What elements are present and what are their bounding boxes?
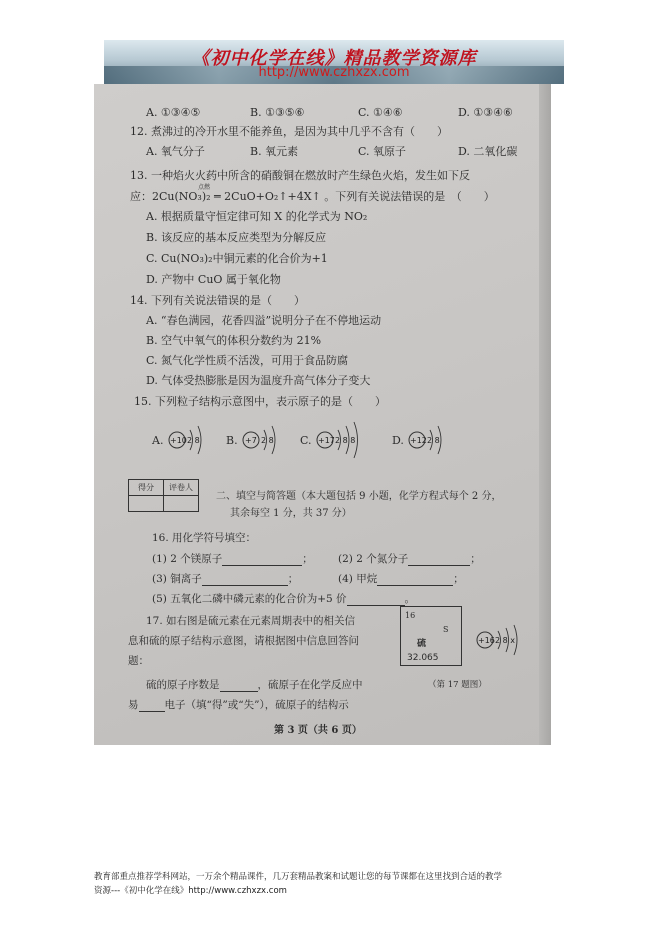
exam-page-photo [94, 84, 551, 745]
q13-option-a: A. 根据质量守恒定律可知 X 的化学式为 NO₂ [146, 210, 368, 223]
q17-line3: 题： [128, 655, 149, 667]
q16-part2-label: (2) 2 个氮分子 [338, 553, 409, 565]
q17-line1: 17. 如右图是硫元素在元素周期表中的相关信 [146, 615, 356, 627]
q15-stem: 15. 下列粒子结构示意图中，表示原子的是（ ） [134, 395, 386, 408]
q15-atom-c-shells: 2 8 8 [335, 436, 356, 445]
q15-option-b-letter: B. [226, 434, 238, 447]
q16-part1: (1) 2 个镁原子 ； [152, 553, 313, 565]
q16-part4-blank [377, 585, 453, 586]
q13-stem: 13. 一种焰火火药中所含的硝酸铜在燃放时产生绿色火焰，发生如下反 [130, 169, 470, 182]
q16-part4-label: (4) 甲烷 [338, 573, 378, 585]
q17-line5-tail: 电子（填“得”或“失”），硫原子的结构示 [164, 699, 349, 711]
footer [94, 870, 594, 898]
score-cell [129, 496, 164, 512]
q14-option-c: C. 氮气化学性质不活泼，可用于食品防腐 [146, 354, 349, 367]
q14-stem: 14. 下列有关说法错误的是（ ） [130, 294, 305, 307]
page-number: 第 3 页（共 6 页） [274, 725, 362, 736]
q15-atom-b [240, 420, 296, 460]
grader-cell [164, 496, 199, 512]
q16-part5-blank [347, 605, 405, 606]
q16-part2: (2) 2 个氮分子 ； [338, 553, 481, 565]
q16-part4: (4) 甲烷 ； [338, 573, 464, 585]
q17-line4 [146, 678, 363, 692]
q15-atom-c [314, 418, 380, 462]
banner-url-link[interactable]: http://www.czhxzx.com [258, 65, 410, 80]
q16-part2-blank [408, 565, 470, 566]
sulfur-element-card [400, 606, 462, 666]
q16-part3: (3) 铜离子 ； [152, 573, 299, 585]
q11-option-a: A. ①③④⑤ [146, 106, 201, 119]
q11-option-b: B. ①③⑤⑥ [250, 106, 305, 119]
q14-option-b: B. 空气中氧气的体积分数约为 21% [146, 334, 322, 347]
q14-option-a: A. “春色满园，花香四溢”说明分子在不停地运动 [146, 314, 382, 327]
q14-option-d: D. 气体受热膨胀是因为温度升高气体分子变大 [146, 374, 371, 387]
q11-option-d: D. ①③④⑥ [458, 106, 513, 119]
q13-option-c: C. Cu(NO₃)₂中铜元素的化合价为+1 [146, 252, 328, 265]
q16-part3-label: (3) 铜离子 [152, 573, 202, 585]
q15-atom-d [406, 420, 462, 460]
q17-line4-label: 硫的原子序数是 [146, 679, 220, 691]
q16-part1-blank [222, 565, 302, 566]
element-name: 硫 [417, 639, 427, 649]
section2-title: 二、填空与简答题（本大题包括 9 小题，化学方程式每个 2 分， [216, 491, 502, 502]
q12-option-b: B. 氧元素 [250, 145, 299, 158]
q15-atom-d-shells: 2 8 [427, 436, 440, 445]
q13-option-d: D. 产物中 CuO 属于氧化物 [146, 273, 281, 286]
score-table [128, 479, 199, 512]
grader-header: 评卷人 [164, 480, 199, 496]
q15-option-d-letter: D. [392, 434, 404, 447]
q12-option-a: A. 氧气分子 [146, 145, 205, 158]
q15-atom-a [166, 420, 222, 460]
footer-line1: 教育部重点推荐学科网站，一万余个精品课件，几万套精品教案和试题让您的每节课都在这里找到合适的教学 [94, 872, 503, 882]
q15-option-c-letter: C. [300, 434, 312, 447]
q12-stem: 12. 煮沸过的冷开水里不能养鱼，是因为其中几乎不含有（ ） [130, 125, 448, 138]
score-header: 得分 [129, 480, 164, 496]
q15-atom-c-nucleus: +17 [318, 436, 335, 445]
q13-reaction-condition: 点燃 [198, 184, 211, 191]
element-symbol: S [443, 625, 449, 634]
q15-atom-a-shells: 2 8 [187, 436, 200, 445]
page-shadow-edge [539, 84, 551, 745]
sulfur-atom-diagram [474, 622, 540, 658]
q13-option-b: B. 该反应的基本反应类型为分解反应 [146, 231, 327, 244]
q17-atomic-number-blank [220, 691, 258, 692]
q17-line5 [128, 698, 349, 712]
q16-part1-label: (1) 2 个镁原子 [152, 553, 223, 565]
q15-atom-a-nucleus: +10 [170, 436, 187, 445]
q15-atom-b-shells: 2 8 [261, 436, 274, 445]
header-banner [104, 40, 564, 84]
element-atomic-mass: 32.065 [407, 653, 439, 663]
q17-figure-caption: （第 17 题图） [428, 680, 487, 690]
q12-option-c: C. 氧原子 [358, 145, 407, 158]
footer-line2: 资源---《初中化学在线》http://www.czhxzx.com [94, 886, 287, 896]
element-atomic-number: 16 [405, 611, 416, 620]
q16-part3-blank [202, 585, 288, 586]
q15-option-a-letter: A. [152, 434, 164, 447]
q16-part5-label: (5) 五氧化二磷中磷元素的化合价为+5 价 [152, 593, 347, 605]
q17-line4-tail: ，硫原子在化学反应中 [257, 679, 363, 691]
q16-stem: 16. 用化学符号填空： [152, 532, 257, 544]
q17-line2: 息和硫的原子结构示意图，请根据图中信息回答问 [128, 635, 359, 647]
q15-atom-b-nucleus: +7 [245, 436, 257, 445]
sulfur-atom-shells: 2 8 x [495, 636, 515, 645]
sulfur-atom-nucleus: +16 [478, 636, 495, 645]
q12-option-d: D. 二氧化碳 [458, 145, 518, 158]
banner-title: 《初中化学在线》精品教学资源库 [191, 48, 477, 69]
q11-option-c: C. ①④⑥ [358, 106, 403, 119]
q16-part5: (5) 五氧化二磷中磷元素的化合价为+5 价 。 [152, 593, 416, 605]
q17-line5-label: 易 [128, 699, 139, 711]
q15-atom-d-nucleus: +12 [410, 436, 427, 445]
q17-electron-blank [139, 711, 165, 712]
section2-note: 其余每空 1 分，共 37 分） [230, 508, 352, 519]
q13-equation: 应：2Cu(NO₃)₂ ═ 2CuO+O₂↑+4X↑ 。下列有关说法错误的是 （ ） [130, 190, 495, 203]
